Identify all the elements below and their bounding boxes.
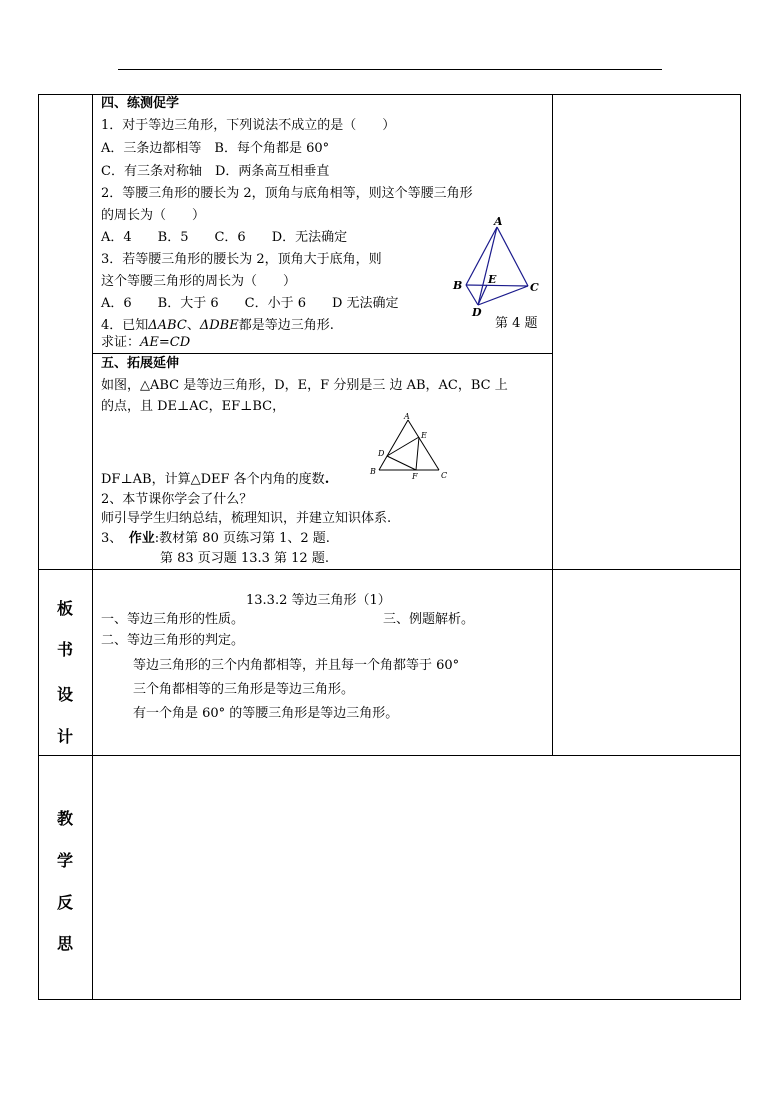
section5-title: 五、拓展延伸 — [101, 356, 180, 371]
ext-problem-line3 — [101, 471, 329, 489]
fig2-label-D: D — [378, 449, 385, 458]
section4-title: 四、练测促学 — [101, 96, 180, 111]
fig1-label-B: B — [453, 279, 463, 292]
summary-question: 2、本节课你学会了什么？ — [101, 492, 253, 507]
q3-text-line1: 3．若等腰三角形的腰长为 2，顶角大于底角，则 — [101, 252, 382, 267]
reflection-side-char-3: 反 — [56, 893, 73, 912]
board-side-char-1: 板 — [56, 599, 73, 618]
q3-text-line2: 这个等腰三角形的周长为（ ） — [101, 274, 297, 289]
row-divider-sec5 — [92, 353, 552, 354]
ext-problem-line1: 如图，△ABC 是等边三角形，D，E，F 分别是三 边 AB，AC，BC 上 — [101, 378, 508, 393]
board-item-1: 一、等边三角形的性质。 — [101, 612, 245, 627]
q1-options-ab: A．三条边都相等 B．每个角都是 60° — [101, 141, 330, 156]
reflection-side-char-2: 学 — [56, 851, 73, 870]
ext-problem-line3-text: DF⊥AB，计算△DEF 各个内角的度数 — [101, 472, 325, 487]
fig2-label-B: B — [370, 467, 376, 476]
board-item-3: 三、例题解析。 — [383, 612, 475, 627]
fig1-label-E: E — [488, 273, 497, 286]
figure4-caption: 第 4 题 — [495, 316, 538, 331]
q2-text-line2: 的周长为（ ） — [101, 208, 206, 223]
fig1-label-C: C — [530, 281, 539, 294]
board-item-2: 二、等边三角形的判定。 — [101, 633, 245, 648]
q2-options: A．4 B．5 C．6 D．无法确定 — [101, 230, 348, 245]
col-divider-right — [552, 94, 553, 755]
q1-options-cd: C．有三条对称轴 D．两条高互相垂直 — [101, 164, 330, 179]
ext-problem-line3-dot: . — [324, 472, 330, 487]
board-title: 13.3.2 等边三角形（1） — [246, 593, 391, 608]
fig1-label-D: D — [472, 306, 482, 319]
fig2-label-C: C — [441, 471, 448, 480]
q4-suffix: 都是等边三角形. — [238, 318, 334, 333]
row-divider-board — [38, 569, 741, 570]
board-rule-1: 等边三角形的三个内角都相等，并且每一个角都等于 60° — [133, 658, 460, 673]
q2-text-line1: 2．等腰三角形的腰长为 2，顶角与底角相等，则这个等腰三角形 — [101, 186, 473, 201]
q4-prove-label: 求证： — [101, 335, 141, 350]
homework-line1 — [101, 530, 330, 548]
board-side-char-3: 设 — [56, 685, 73, 704]
board-rule-2: 三个角都相等的三角形是等边三角形。 — [133, 682, 355, 697]
q4-prove-equation: AE=CD — [140, 335, 191, 350]
fig2-label-F: F — [412, 472, 418, 481]
homework-text: :教材第 80 页练习第 1、2 题. — [154, 531, 330, 546]
ext-problem-line2: 的点，且 DE⊥AC，EF⊥BC， — [101, 399, 286, 414]
fig2-label-E: E — [421, 431, 427, 440]
header-rule — [118, 69, 662, 70]
homework-label: 作业 — [128, 531, 155, 546]
reflection-content-area[interactable] — [93, 756, 740, 999]
fig1-label-A: A — [494, 215, 503, 228]
q4-text — [101, 317, 334, 335]
reflection-side-char-1: 教 — [56, 809, 73, 828]
q4-separator: 、 — [186, 318, 200, 333]
board-side-char-2: 书 — [56, 640, 73, 659]
fig2-label-A: A — [404, 412, 410, 421]
q3-options: A．6 B．大于 6 C．小于 6 D 无法确定 — [101, 296, 399, 311]
q4-triangle-abc: ΔABC — [148, 318, 187, 333]
q4-triangle-dbe: ΔDBE — [199, 318, 239, 333]
homework-line2: 第 83 页习题 13.3 第 12 题. — [160, 551, 329, 566]
q1-text: 1．对于等边三角形，下列说法不成立的是（ ） — [101, 118, 396, 133]
q4-prove — [101, 334, 190, 352]
q4-prefix: 4．已知 — [101, 318, 149, 333]
board-side-char-4: 计 — [56, 727, 73, 746]
homework-number: 3、 — [101, 531, 129, 546]
summary-guidance: 师引导学生归纳总结，梳理知识，并建立知识体系. — [101, 511, 392, 526]
board-rule-3: 有一个角是 60° 的等腰三角形是等边三角形。 — [133, 706, 399, 721]
figure-q4-diagram — [450, 215, 550, 320]
figure-ext-diagram — [365, 412, 455, 484]
reflection-side-char-4: 思 — [56, 934, 73, 953]
